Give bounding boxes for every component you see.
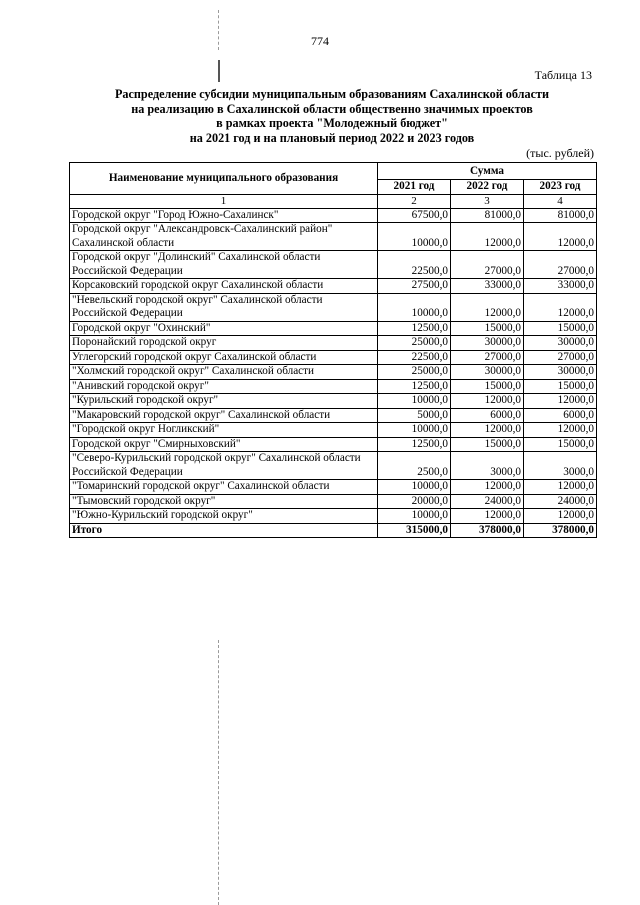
scan-margin-mark-upper xyxy=(218,60,222,82)
amount-cell: 30000,0 xyxy=(524,336,597,351)
table-row xyxy=(70,509,597,524)
table-row xyxy=(70,494,597,509)
table-row xyxy=(70,379,597,394)
column-index: 4 xyxy=(524,194,597,208)
amount-cell: 12500,0 xyxy=(378,437,451,452)
document-title xyxy=(70,87,594,145)
amount-cell: 20000,0 xyxy=(378,494,451,509)
municipality-name: "Анивский городской округ" xyxy=(70,379,378,394)
amount-cell: 22500,0 xyxy=(378,350,451,365)
table-row xyxy=(70,223,597,251)
municipality-name: Городской округ "Город Южно-Сахалинск" xyxy=(70,208,378,223)
amount-cell: 3000,0 xyxy=(451,452,524,480)
table-body xyxy=(70,208,597,538)
municipality-name: Корсаковский городской округ Сахалинской области xyxy=(70,279,378,294)
amount-cell: 10000,0 xyxy=(378,293,451,321)
municipality-name: "Северо-Курильский городской округ" Сахалинской области Российской Федерации xyxy=(70,452,378,480)
title-line: на 2021 год и на плановый период 2022 и 2023 годов xyxy=(189,130,475,145)
amount-cell: 12000,0 xyxy=(451,293,524,321)
scan-margin-mark-bottom xyxy=(218,640,221,905)
amount-cell: 12000,0 xyxy=(451,423,524,438)
amount-cell: 15000,0 xyxy=(451,379,524,394)
amount-cell: 22500,0 xyxy=(378,251,451,279)
column-index: 1 xyxy=(70,194,378,208)
municipality-name: Городской округ "Долинский" Сахалинской области Российской Федерации xyxy=(70,251,378,279)
municipality-name: "Тымовский городской округ" xyxy=(70,494,378,509)
amount-cell: 15000,0 xyxy=(451,321,524,336)
amount-cell: 12000,0 xyxy=(451,480,524,495)
amount-cell: 81000,0 xyxy=(524,208,597,223)
amount-cell: 25000,0 xyxy=(378,336,451,351)
total-row xyxy=(70,523,597,538)
table-row xyxy=(70,321,597,336)
table-row xyxy=(70,365,597,380)
table-row xyxy=(70,437,597,452)
table-row xyxy=(70,293,597,321)
amount-cell: 12500,0 xyxy=(378,321,451,336)
amount-cell: 12000,0 xyxy=(524,423,597,438)
title-line: на реализацию в Сахалинской области общественно значимых проектов xyxy=(131,101,533,116)
municipality-name: "Томаринский городской округ" Сахалинской области xyxy=(70,480,378,495)
amount-cell: 27500,0 xyxy=(378,279,451,294)
column-header-year: 2021 год xyxy=(378,180,451,195)
amount-cell: 81000,0 xyxy=(451,208,524,223)
amount-cell: 10000,0 xyxy=(378,423,451,438)
title-line: Распределение субсидии муниципальным образованиям Сахалинской области xyxy=(114,87,550,101)
table-label: Таблица 13 xyxy=(534,68,592,82)
municipality-name: Городской округ "Смирныховский" xyxy=(70,437,378,452)
amount-cell: 15000,0 xyxy=(451,437,524,452)
table-row xyxy=(70,208,597,223)
table-row xyxy=(70,350,597,365)
municipality-name: "Невельский городской округ" Сахалинской области Российской Федерации xyxy=(70,293,378,321)
amount-cell: 25000,0 xyxy=(378,365,451,380)
amount-cell: 10000,0 xyxy=(378,480,451,495)
municipality-name: Городской округ "Охинский" xyxy=(70,321,378,336)
municipality-name: "Холмский городской округ" Сахалинской области xyxy=(70,365,378,380)
amount-cell: 6000,0 xyxy=(524,408,597,423)
amount-cell: 24000,0 xyxy=(451,494,524,509)
column-index: 3 xyxy=(451,194,524,208)
amount-cell: 12000,0 xyxy=(524,480,597,495)
page-number: 774 xyxy=(311,34,329,48)
column-header-year: 2022 год xyxy=(451,180,524,195)
amount-cell: 67500,0 xyxy=(378,208,451,223)
column-header-name: Наименование муниципального образования xyxy=(70,163,378,195)
amount-cell: 10000,0 xyxy=(378,223,451,251)
amount-cell: 12000,0 xyxy=(451,509,524,524)
amount-cell: 10000,0 xyxy=(378,394,451,409)
amount-cell: 315000,0 xyxy=(378,523,451,538)
amount-cell: 12000,0 xyxy=(524,509,597,524)
table-row xyxy=(70,336,597,351)
amount-cell: 5000,0 xyxy=(378,408,451,423)
amount-cell: 27000,0 xyxy=(524,350,597,365)
amount-cell: 12000,0 xyxy=(524,223,597,251)
amount-cell: 12500,0 xyxy=(378,379,451,394)
municipality-name: "Городской округ Ногликский" xyxy=(70,423,378,438)
table-row xyxy=(70,394,597,409)
municipality-name: Городской округ "Александровск-Сахалинский район" Сахалинской области xyxy=(70,223,378,251)
amount-cell: 378000,0 xyxy=(451,523,524,538)
units-label: (тыс. рублей) xyxy=(526,146,594,160)
municipality-name: "Макаровский городской округ" Сахалинской области xyxy=(70,408,378,423)
column-index: 2 xyxy=(378,194,451,208)
amount-cell: 15000,0 xyxy=(524,437,597,452)
table-row xyxy=(70,279,597,294)
amount-cell: 15000,0 xyxy=(524,321,597,336)
amount-cell: 10000,0 xyxy=(378,509,451,524)
municipality-name: Поронайский городской округ xyxy=(70,336,378,351)
amount-cell: 27000,0 xyxy=(451,251,524,279)
table-row xyxy=(70,251,597,279)
table-row xyxy=(70,423,597,438)
amount-cell: 12000,0 xyxy=(524,293,597,321)
amount-cell: 378000,0 xyxy=(524,523,597,538)
subsidy-table xyxy=(69,162,597,538)
amount-cell: 33000,0 xyxy=(451,279,524,294)
table-row xyxy=(70,452,597,480)
amount-cell: 6000,0 xyxy=(451,408,524,423)
amount-cell: 33000,0 xyxy=(524,279,597,294)
table-row xyxy=(70,480,597,495)
amount-cell: 30000,0 xyxy=(524,365,597,380)
municipality-name: Углегорский городской округ Сахалинской области xyxy=(70,350,378,365)
amount-cell: 30000,0 xyxy=(451,365,524,380)
amount-cell: 27000,0 xyxy=(524,251,597,279)
amount-cell: 12000,0 xyxy=(451,394,524,409)
amount-cell: 24000,0 xyxy=(524,494,597,509)
amount-cell: 3000,0 xyxy=(524,452,597,480)
amount-cell: 2500,0 xyxy=(378,452,451,480)
title-line: в рамках проекта "Молодежный бюджет" xyxy=(216,116,448,130)
amount-cell: 15000,0 xyxy=(524,379,597,394)
municipality-name: "Курильский городской округ" xyxy=(70,394,378,409)
amount-cell: 12000,0 xyxy=(524,394,597,409)
amount-cell: 27000,0 xyxy=(451,350,524,365)
column-header-sum: Сумма xyxy=(378,163,597,180)
total-label: Итого xyxy=(70,523,378,538)
table-row xyxy=(70,408,597,423)
amount-cell: 30000,0 xyxy=(451,336,524,351)
amount-cell: 12000,0 xyxy=(451,223,524,251)
column-header-year: 2023 год xyxy=(524,180,597,195)
municipality-name: "Южно-Курильский городской округ" xyxy=(70,509,378,524)
